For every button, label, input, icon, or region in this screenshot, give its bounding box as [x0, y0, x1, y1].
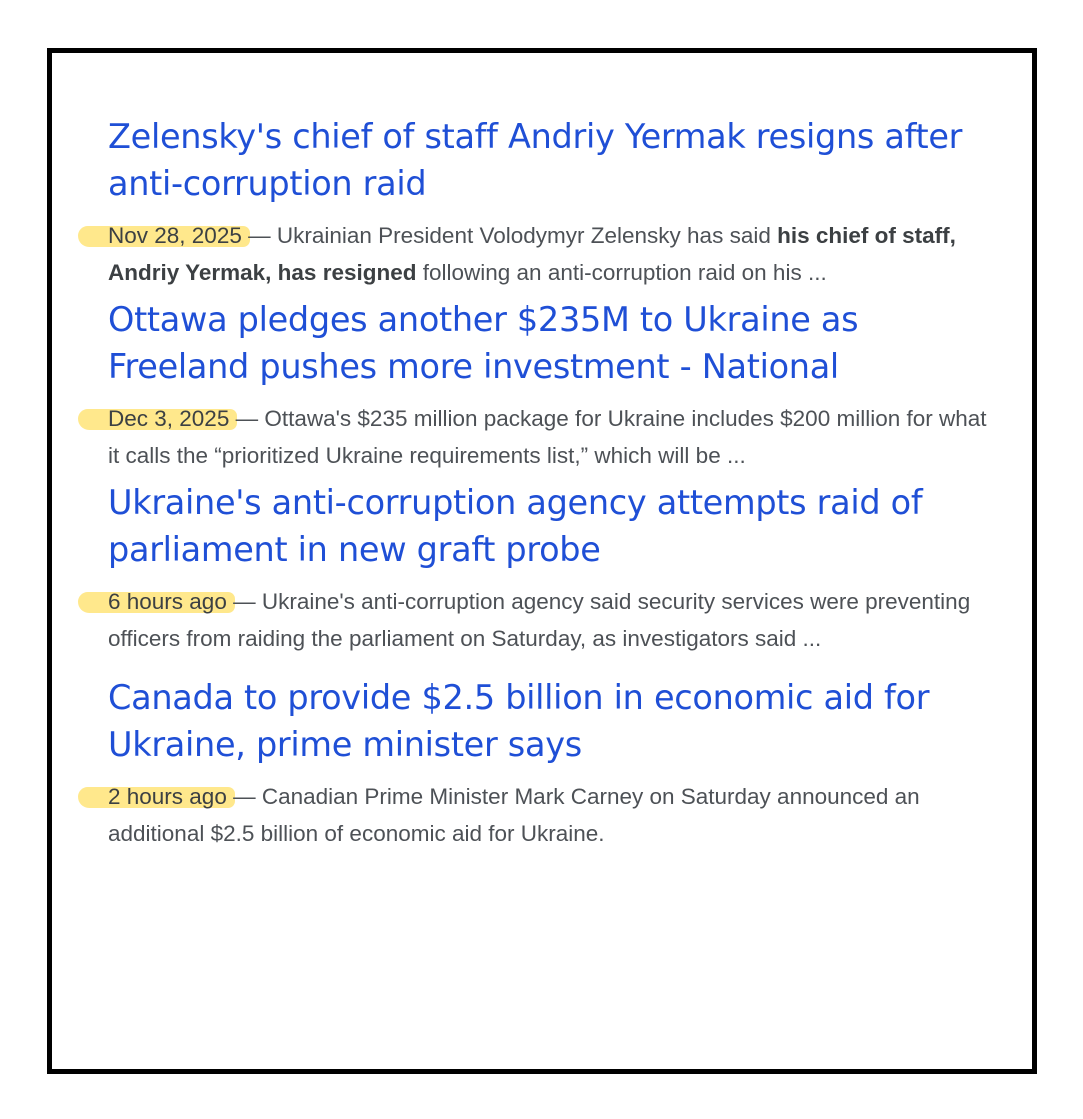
result-title-link[interactable]	[108, 113, 988, 207]
snippet-text: — Canadian Prime Minister Mark Carney on Saturday announced an additional $2.5 billion of economic aid for Ukraine.	[108, 784, 920, 846]
result-title-line: Ottawa pledges another $235M to Ukraine as	[108, 300, 859, 339]
result-date-highlighted: Dec 3, 2025	[108, 406, 230, 431]
result-title-link[interactable]	[108, 674, 988, 768]
result-date-highlighted: 2 hours ago	[108, 784, 227, 809]
result-snippet	[108, 217, 988, 291]
result-snippet	[108, 778, 988, 852]
search-result	[108, 479, 988, 657]
search-result	[108, 113, 988, 291]
result-date-highlighted: Nov 28, 2025	[108, 223, 242, 248]
result-title-link[interactable]	[108, 296, 988, 390]
snippet-text: — Ottawa's $235 million package for Ukraine includes $200 million for what it calls the “prioritized Ukraine requirements list,” which will be ...	[108, 406, 987, 468]
result-title-line: Ukraine's anti-corruption agency attempts raid of	[108, 483, 923, 522]
result-title-line: Canada to provide $2.5 billion in economic aid for	[108, 678, 930, 717]
screenshot-frame	[47, 48, 1037, 1074]
search-result	[108, 296, 988, 474]
result-title-line: parliament in new graft probe	[108, 530, 601, 569]
result-title-link[interactable]	[108, 479, 988, 573]
result-date-highlighted: 6 hours ago	[108, 589, 227, 614]
result-snippet	[108, 400, 988, 474]
snippet-bold-text: his chief of staff, Andriy Yermak, has resigned	[108, 223, 956, 285]
snippet-text: following an anti-corruption raid on his ...	[416, 260, 827, 285]
snippet-text: — Ukraine's anti-corruption agency said security services were preventing officers from raiding the parliament on Saturday, as investigators said ...	[108, 589, 971, 651]
search-result	[108, 674, 988, 852]
result-title-line: anti-corruption raid	[108, 164, 427, 203]
snippet-text: — Ukrainian President Volodymyr Zelensky has said	[241, 223, 778, 248]
result-title-line: Zelensky's chief of staff Andriy Yermak resigns after	[108, 117, 963, 156]
result-title-line: Freeland pushes more investment - National	[108, 347, 839, 386]
result-snippet	[108, 583, 988, 657]
result-title-line: Ukraine, prime minister says	[108, 725, 582, 764]
search-results-list	[108, 113, 988, 852]
